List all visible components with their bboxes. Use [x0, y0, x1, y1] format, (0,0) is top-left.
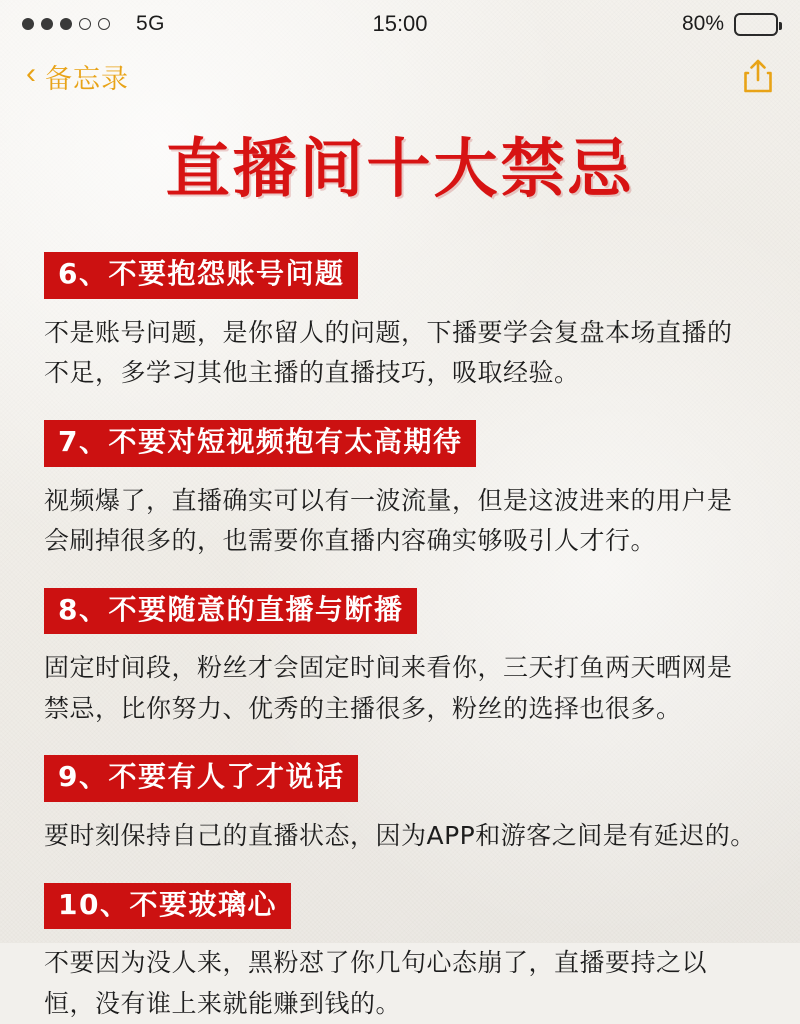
navigation-bar: [0, 48, 800, 104]
item-body: 不是账号问题，是你留人的问题，下播要学会复盘本场直播的不足，多学习其他主播的直播技巧，吸取经验。: [44, 317, 733, 388]
back-button[interactable]: [26, 57, 129, 96]
item-heading: 7、不要对短视频抱有太高期待: [44, 420, 476, 467]
item-body: 视频爆了，直播确实可以有一波流量，但是这波进来的用户是会刷掉很多的，也需要你直播内容确实够吸引人才行。: [44, 485, 733, 556]
list-item: [44, 883, 756, 1024]
network-type-label: 5G: [136, 12, 165, 35]
signal-dot: [22, 18, 34, 30]
status-bar: [0, 0, 800, 48]
share-icon[interactable]: [742, 58, 774, 94]
status-bar-clock: 15:00: [372, 11, 428, 36]
list-item: [44, 588, 756, 730]
signal-dot: [41, 18, 53, 30]
item-body: 固定时间段，粉丝才会固定时间来看你，三天打鱼两天晒网是禁忌，比你努力、优秀的主播很多，粉丝的选择也很多。: [44, 653, 733, 723]
page-title: 直播间十大禁忌: [165, 133, 635, 207]
status-bar-right: [682, 12, 778, 36]
signal-strength-dots: [22, 18, 110, 30]
signal-dot: [79, 18, 91, 30]
list-item: [44, 252, 756, 394]
back-button-label: 备忘录: [45, 63, 129, 94]
item-heading: 6、不要抱怨账号问题: [44, 252, 358, 299]
battery-percent-label: 80%: [681, 12, 724, 35]
battery-icon: [734, 13, 778, 36]
note-title-wrap: [0, 118, 800, 210]
item-body: 不要因为没人来，黑粉怼了你几句心态崩了，直播要持之以恒，没有谁上来就能赚到钱的。: [44, 948, 708, 1018]
list-item: [44, 420, 756, 562]
item-heading: 8、不要随意的直播与断播: [44, 588, 417, 635]
item-heading: 9、不要有人了才说话: [44, 755, 358, 802]
item-heading: 10、不要玻璃心: [44, 883, 291, 930]
note-body: [0, 210, 800, 1024]
signal-dot: [98, 18, 110, 30]
item-body: 要时刻保持自己的直播状态，因为APP和游客之间是有延迟的。: [44, 821, 756, 851]
list-item: [44, 755, 756, 856]
chevron-left-icon: ‹: [26, 57, 36, 90]
signal-dot: [60, 18, 72, 30]
